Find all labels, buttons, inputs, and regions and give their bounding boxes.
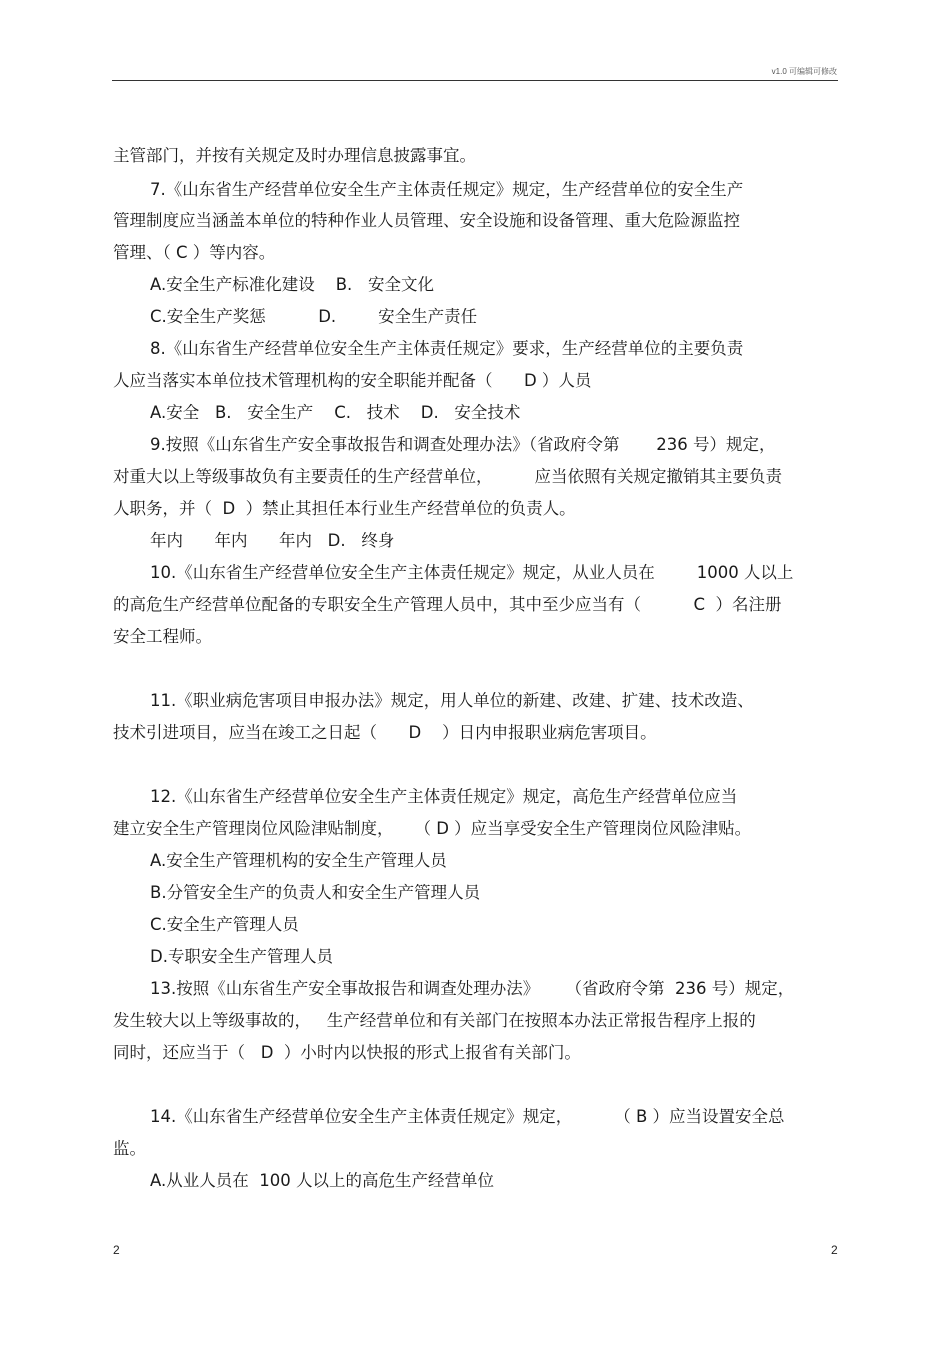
text-line: 监。 xyxy=(113,1139,146,1158)
text-line: 安全工程师。 xyxy=(113,627,212,646)
text-line: 14.《山东省生产经营单位安全生产主体责任规定》规定， （ B ）应当设置安全总 xyxy=(150,1107,785,1126)
text-line: 建立安全生产管理岗位风险津贴制度， （ D ）应当享受安全生产管理岗位风险津贴。 xyxy=(113,819,752,838)
text-line: A.安全 B. 安全生产 C. 技术 D. 安全技术 xyxy=(150,403,521,422)
text-line: 人职务，并（ D ）禁止其担任本行业生产经营单位的负责人。 xyxy=(113,499,576,518)
text-line: 的高危生产经营单位配备的专职安全生产管理人员中，其中至少应当有（ C ）名注册 xyxy=(113,595,782,614)
text-line: A.安全生产管理机构的安全生产管理人员 xyxy=(150,851,447,870)
text-line: D.专职安全生产管理人员 xyxy=(150,947,333,966)
text-line: A.安全生产标准化建设 B. 安全文化 xyxy=(150,275,435,294)
text-line: 人应当落实本单位技术管理机构的安全职能并配备（ D ）人员 xyxy=(113,371,592,390)
text-line: B.分管安全生产的负责人和安全生产管理人员 xyxy=(150,883,481,902)
text-line: 管理、（ C ）等内容。 xyxy=(113,243,276,262)
text-line: C.安全生产奖惩 D. 安全生产责任 xyxy=(150,307,478,326)
header-version-label: v1.0 可编辑可修改 xyxy=(771,67,837,76)
text-line: 10.《山东省生产经营单位安全生产主体责任规定》规定，从业人员在 1000 人以上 xyxy=(150,563,794,582)
text-line: C.安全生产管理人员 xyxy=(150,915,299,934)
text-line: 主管部门，并按有关规定及时办理信息披露事宜。 xyxy=(113,146,476,165)
text-line: 发生较大以上等级事故的， 生产经营单位和有关部门在按照本办法正常报告程序上报的 xyxy=(113,1011,756,1030)
text-line: 8.《山东省生产经营单位安全生产主体责任规定》要求，生产经营单位的主要负责 xyxy=(150,339,744,358)
header-divider xyxy=(112,80,838,81)
text-line: 12.《山东省生产经营单位安全生产主体责任规定》规定，高危生产经营单位应当 xyxy=(150,787,738,806)
text-line: A.从业人员在 100 人以上的高危生产经营单位 xyxy=(150,1171,494,1190)
text-line: 13.按照《山东省生产安全事故报告和调查处理办法》 （省政府令第 236 号）规定， xyxy=(150,979,795,998)
text-line: 同时，还应当于（ D ）小时内以快报的形式上报省有关部门。 xyxy=(113,1043,581,1062)
page-number-right: 2 xyxy=(831,1243,838,1257)
text-line: 年内 年内 年内 D. 终身 xyxy=(150,531,395,550)
text-line: 技术引进项目，应当在竣工之日起（ D ）日内申报职业病危害项目。 xyxy=(113,723,657,742)
text-line: 7.《山东省生产经营单位安全生产主体责任规定》规定，生产经营单位的安全生产 xyxy=(150,180,744,199)
text-line: 11.《职业病危害项目申报办法》规定，用人单位的新建、改建、扩建、技术改造、 xyxy=(150,691,754,710)
text-line: 对重大以上等级事故负有主要责任的生产经营单位， 应当依照有关规定撤销其主要负责 xyxy=(113,467,782,486)
text-line: 管理制度应当涵盖本单位的特种作业人员管理、安全设施和设备管理、重大危险源监控 xyxy=(113,211,740,230)
page-number-left: 2 xyxy=(113,1243,120,1257)
text-line: 9.按照《山东省生产安全事故报告和调查处理办法》（省政府令第 236 号）规定， xyxy=(150,435,776,454)
